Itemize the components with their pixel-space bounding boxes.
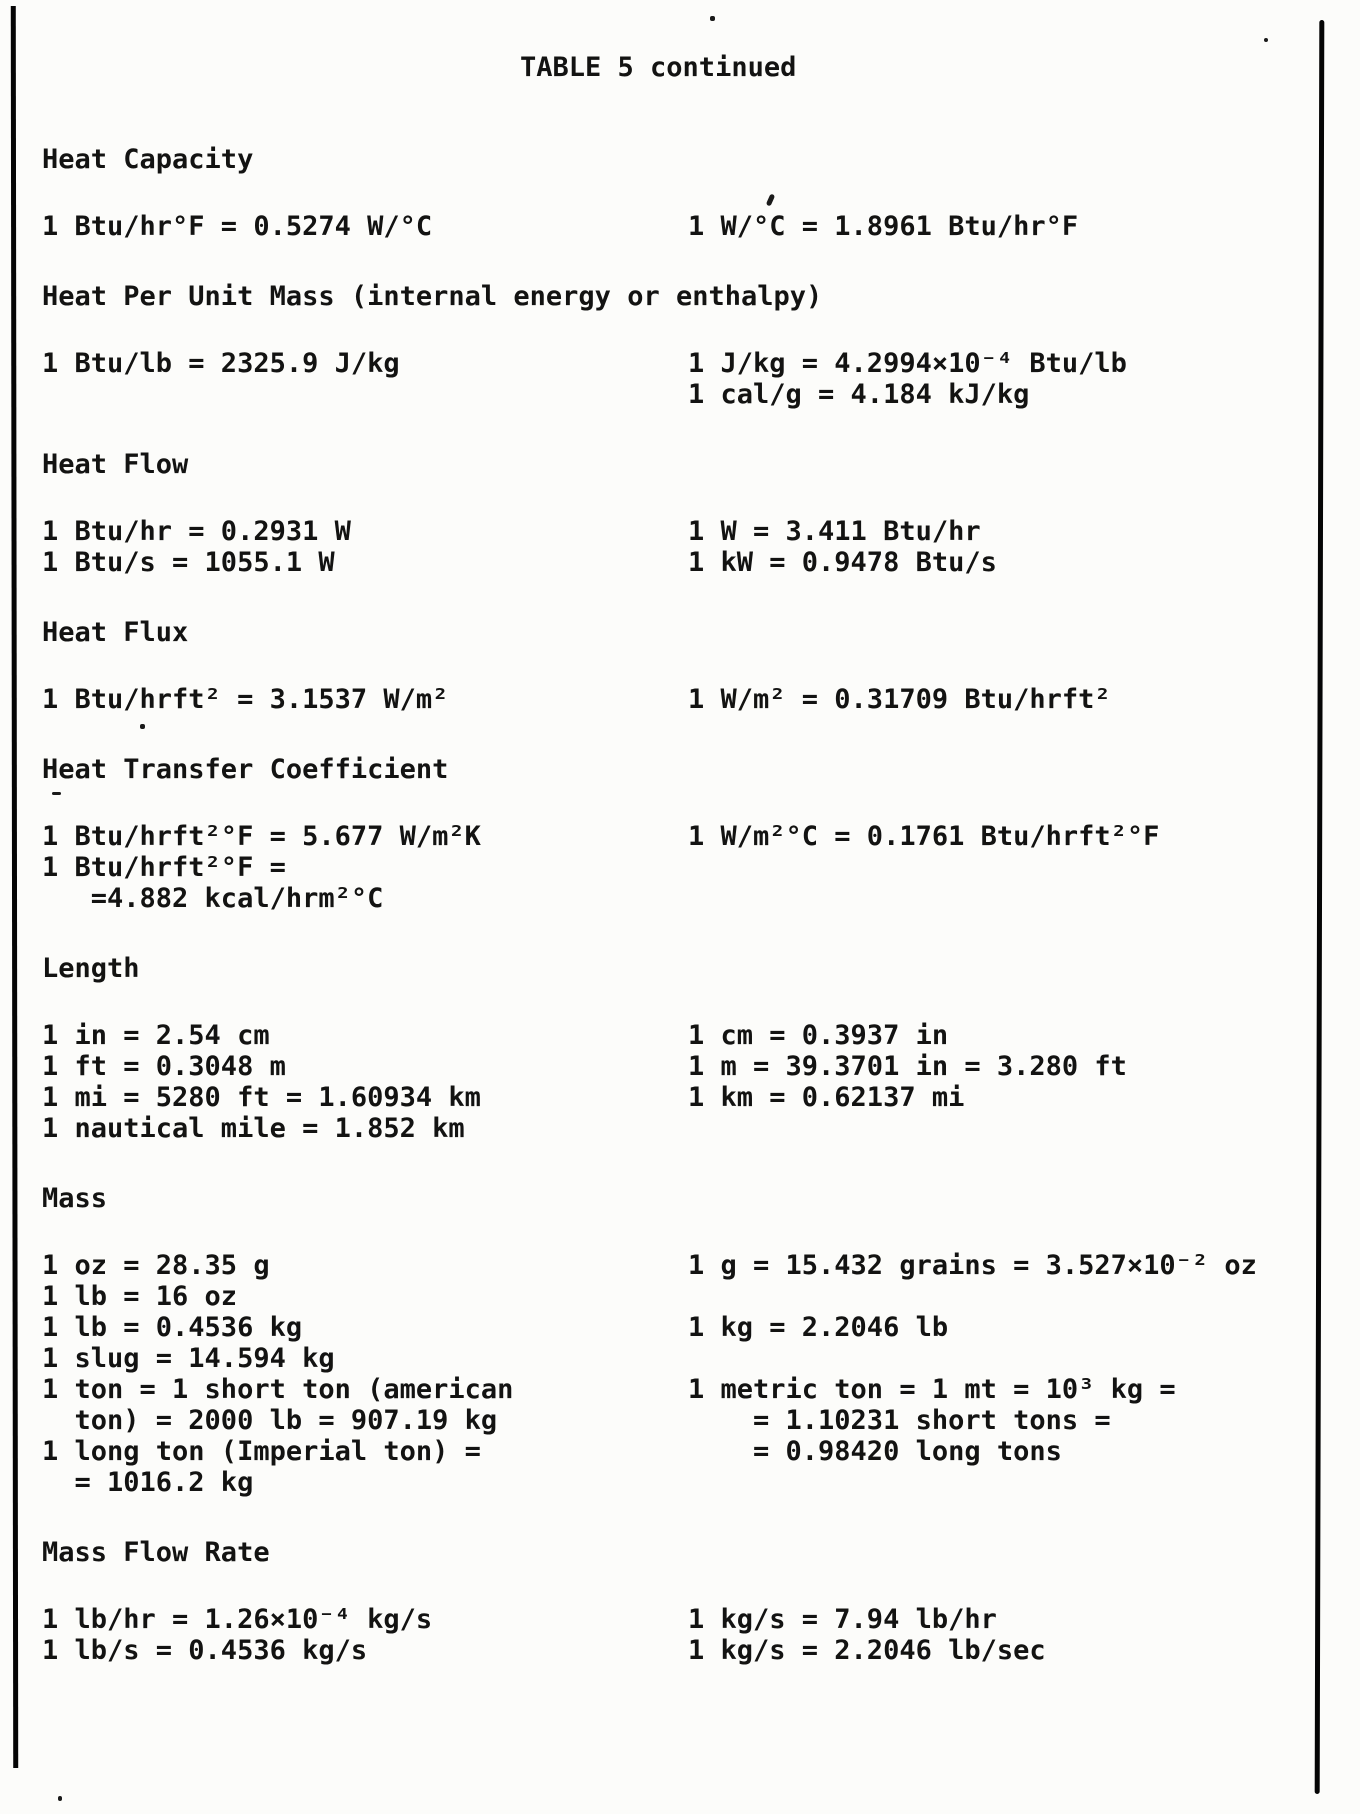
conversion-left: = 1016.2 kg: [42, 1467, 254, 1498]
conversion-left: 1 Btu/hrft²°F =: [42, 852, 286, 883]
section-heading: Mass: [42, 1183, 108, 1214]
table-row: [42, 348, 1318, 379]
table-row: [42, 1020, 1318, 1051]
conversion-left: 1 lb/s = 0.4536 kg/s: [42, 1635, 368, 1666]
scan-speck: [52, 792, 61, 795]
conversion-right: 1 cal/g = 4.184 kJ/kg: [688, 379, 1030, 410]
conversion-left: 1 lb = 0.4536 kg: [42, 1312, 303, 1343]
table-row: [42, 547, 1318, 578]
conversion-right: 1 cm = 0.3937 in: [688, 1020, 949, 1051]
conversion-right: 1 W/°C = 1.8961 Btu/hr°F: [688, 211, 1079, 242]
conversion-right: = 0.98420 long tons: [688, 1436, 1062, 1467]
table-row: [42, 1467, 1318, 1498]
scan-speck: [140, 724, 145, 729]
section-heading: Heat Per Unit Mass (internal energy or enthalpy): [42, 281, 823, 312]
conversion-right: 1 W = 3.411 Btu/hr: [688, 516, 981, 547]
section-heading: Heat Capacity: [42, 144, 254, 175]
conversion-left: 1 Btu/lb = 2325.9 J/kg: [42, 348, 400, 379]
conversion-left: ton) = 2000 lb = 907.19 kg: [42, 1405, 498, 1436]
table-row: [42, 1250, 1318, 1281]
conversion-left: 1 mi = 5280 ft = 1.60934 km: [42, 1082, 481, 1113]
table-row: [42, 1082, 1318, 1113]
conversion-left: 1 lb = 16 oz: [42, 1281, 238, 1312]
conversion-left: 1 Btu/s = 1055.1 W: [42, 547, 335, 578]
conversion-right: 1 kg/s = 2.2046 lb/sec: [688, 1635, 1046, 1666]
table-row: [42, 684, 1318, 715]
table-row: [42, 1312, 1318, 1343]
conversion-right: 1 g = 15.432 grains = 3.527×10⁻² oz: [688, 1250, 1257, 1281]
section-rows: [42, 821, 1318, 914]
table-row: [42, 1635, 1318, 1666]
conversion-left: 1 Btu/hr°F = 0.5274 W/°C: [42, 211, 433, 242]
table-row: [42, 379, 1318, 410]
section-heading: Mass Flow Rate: [42, 1537, 270, 1568]
table-row: [42, 1051, 1318, 1082]
section-rows: [42, 684, 1318, 715]
conversion-left: 1 in = 2.54 cm: [42, 1020, 270, 1051]
section-mass-flow-rate: [42, 1538, 1318, 1666]
table-row: [42, 211, 1318, 242]
conversion-left: 1 oz = 28.35 g: [42, 1250, 270, 1281]
conversion-right: 1 kg/s = 7.94 lb/hr: [688, 1604, 997, 1635]
table-title: TABLE 5 continued: [520, 52, 797, 83]
conversion-right: 1 W/m² = 0.31709 Btu/hrft²: [688, 684, 1111, 715]
table-row: [42, 852, 1318, 883]
section-heading: Length: [42, 953, 140, 984]
conversion-left: 1 nautical mile = 1.852 km: [42, 1113, 465, 1144]
conversion-left: 1 Btu/hrft² = 3.1537 W/m²: [42, 684, 449, 715]
table-row: [42, 1343, 1318, 1374]
conversion-right: 1 kW = 0.9478 Btu/s: [688, 547, 997, 578]
table-row: [42, 1436, 1318, 1467]
section-rows: [42, 211, 1318, 242]
conversion-left: 1 slug = 14.594 kg: [42, 1343, 335, 1374]
section-rows: [42, 1250, 1318, 1498]
table-row: [42, 516, 1318, 547]
section-rows: [42, 1020, 1318, 1144]
scan-speck: [710, 16, 715, 21]
section-mass: [42, 1184, 1318, 1498]
section-heading: Heat Transfer Coefficient: [42, 754, 449, 785]
section-heat-capacity: [42, 145, 1318, 242]
table-row: [42, 883, 1318, 914]
conversion-left: 1 long ton (Imperial ton) =: [42, 1436, 481, 1467]
conversion-right: 1 m = 39.3701 in = 3.280 ft: [688, 1051, 1127, 1082]
table-row: [42, 1405, 1318, 1436]
conversion-right: 1 km = 0.62137 mi: [688, 1082, 965, 1113]
section-heat-transfer-coefficient: [42, 755, 1318, 914]
conversion-left: 1 Btu/hrft²°F = 5.677 W/m²K: [42, 821, 481, 852]
section-length: [42, 954, 1318, 1144]
table-row: [42, 1281, 1318, 1312]
conversion-right: 1 J/kg = 4.2994×10⁻⁴ Btu/lb: [688, 348, 1127, 379]
conversion-right: = 1.10231 short tons =: [688, 1405, 1111, 1436]
conversion-right: 1 metric ton = 1 mt = 10³ kg =: [688, 1374, 1176, 1405]
section-heat-flux: [42, 618, 1318, 715]
conversion-left: 1 ft = 0.3048 m: [42, 1051, 286, 1082]
conversion-right: 1 W/m²°C = 0.1761 Btu/hrft²°F: [688, 821, 1160, 852]
table-row: [42, 821, 1318, 852]
conversion-left: 1 ton = 1 short ton (american: [42, 1374, 514, 1405]
scan-speck: [1264, 38, 1268, 42]
sections: [42, 145, 1318, 1666]
page-border-left: [11, 6, 18, 1768]
conversion-left: =4.882 kcal/hrm²°C: [42, 883, 384, 914]
conversion-left: 1 Btu/hr = 0.2931 W: [42, 516, 351, 547]
table-row: [42, 1374, 1318, 1405]
section-heat-flow: [42, 450, 1318, 578]
section-heading: Heat Flow: [42, 449, 189, 480]
scan-speck: [58, 1796, 62, 1801]
table-row: [42, 1113, 1318, 1144]
conversion-left: 1 lb/hr = 1.26×10⁻⁴ kg/s: [42, 1604, 433, 1635]
section-heading: Heat Flux: [42, 617, 189, 648]
section-rows: [42, 1604, 1318, 1666]
section-rows: [42, 516, 1318, 578]
conversion-right: 1 kg = 2.2046 lb: [688, 1312, 949, 1343]
section-heat-per-unit-mass: [42, 282, 1318, 410]
section-rows: [42, 348, 1318, 410]
table-row: [42, 1604, 1318, 1635]
table-content: [42, 53, 1318, 1666]
